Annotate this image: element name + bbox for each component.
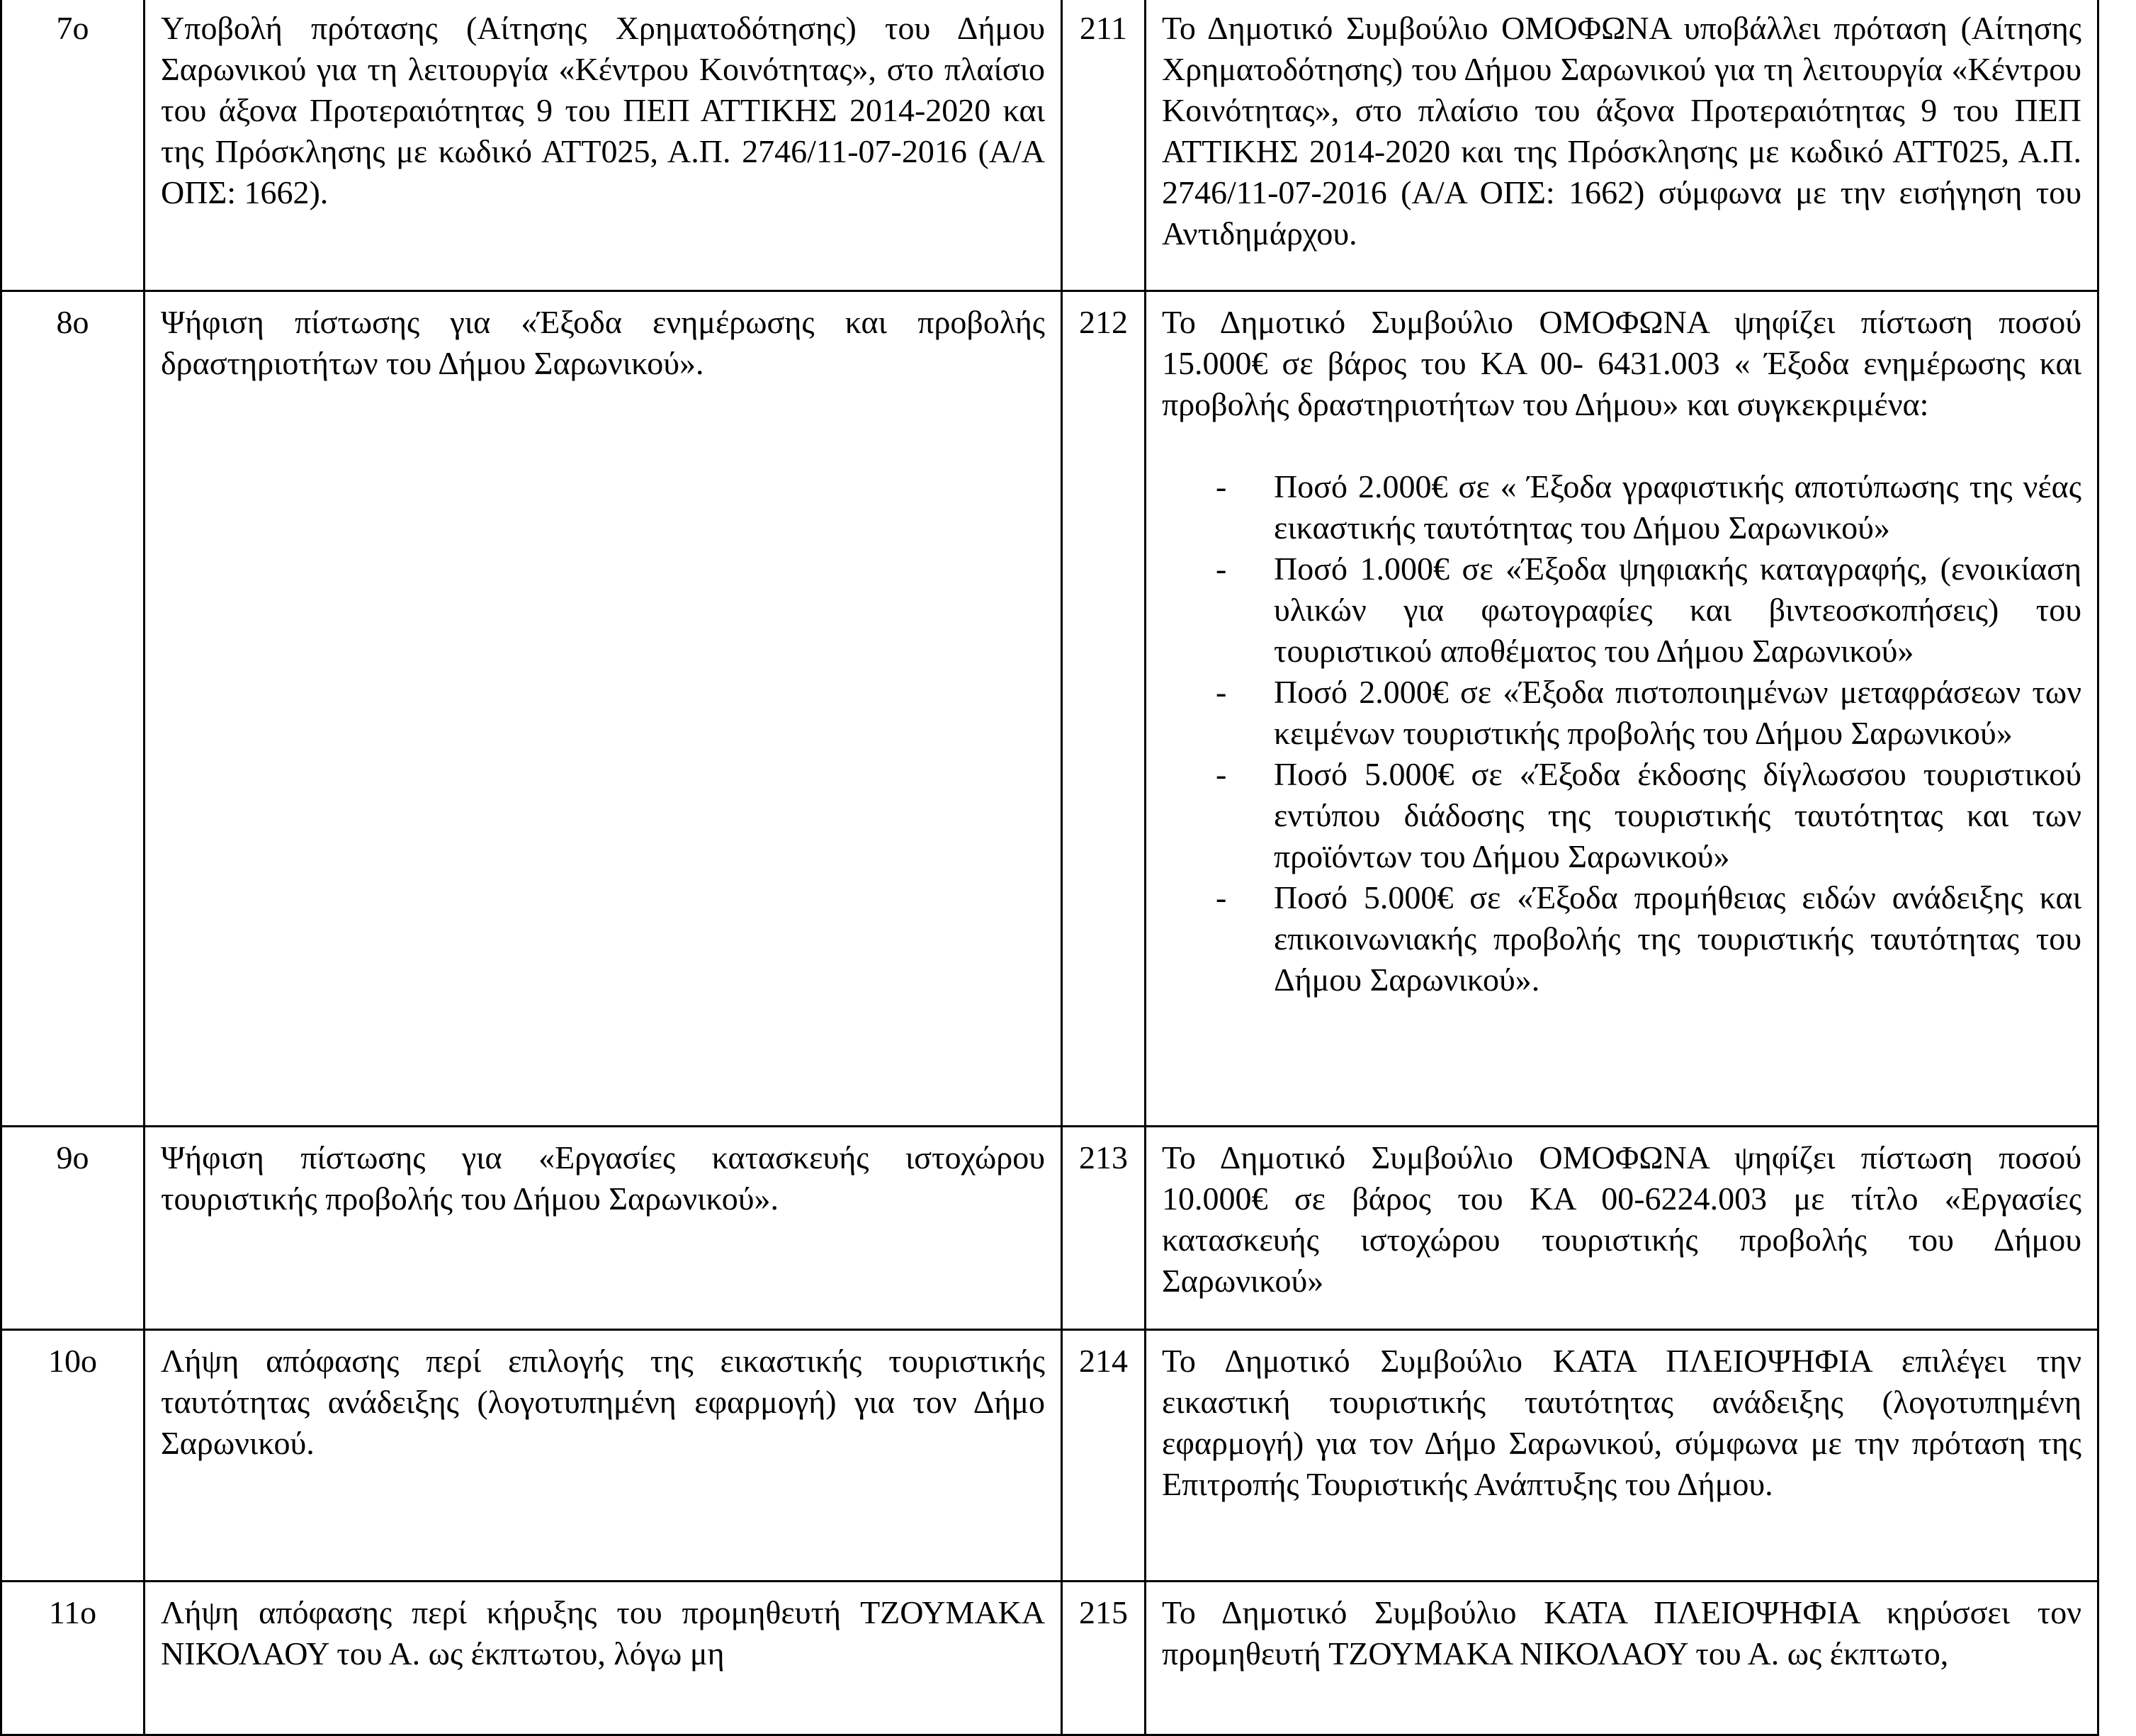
list-item-text: Ποσό 2.000€ σε « Έξοδα γραφιστικής αποτύπωσης της νέας εικαστικής ταυτότητας του Δήμου Σαρωνικού» <box>1274 468 2081 546</box>
agenda-item-number: 8ο <box>1 291 145 1127</box>
bullet-marker: - <box>1216 879 1227 915</box>
list-item <box>1162 754 2081 877</box>
list-item-text: Ποσό 5.000€ σε «Έξοδα έκδοσης δίγλωσσου τουριστικού εντύπου διάδοσης της τουριστικής ταυτότητας και των προϊόντων του Δήμου Σαρωνικού» <box>1274 756 2081 874</box>
agenda-item-number: 10ο <box>1 1330 145 1582</box>
decision-text: Το Δημοτικό Συμβούλιο ΟΜΟΦΩΝΑ ψηφίζει πίστωση ποσού 15.000€ σε βάρος του ΚΑ 00- 6431.003 « Έξοδα ενημέρωσης και προβολής δραστηριοτήτων του Δήμου» και συγκεκριμένα: <box>1162 304 2081 422</box>
bullet-marker: - <box>1216 674 1227 710</box>
decision-text: Το Δημοτικό Συμβούλιο ΚΑΤΑ ΠΛΕΙΟΨΗΦΙΑ κηρύσσει τον προμηθευτή ΤΖΟΥΜΑΚΑ ΝΙΚΟΛΑΟΥ του Α. ως έκπτωτο, <box>1146 1582 2098 1735</box>
decision-text-cell <box>1146 291 2098 1127</box>
table-row <box>1 1330 2098 1582</box>
table-row <box>1 1582 2098 1735</box>
table-row <box>1 0 2098 291</box>
bullet-marker: - <box>1216 468 1227 505</box>
agenda-item-number: 11ο <box>1 1582 145 1735</box>
list-item-text: Ποσό 1.000€ σε «Έξοδα ψηφιακής καταγραφής, (ενοικίαση υλικών για φωτογραφίες και βιντεοσκοπήσεις) του τουριστικού αποθέματος του Δήμου Σαρωνικού» <box>1274 551 2081 669</box>
decision-number: 213 <box>1062 1127 1146 1330</box>
decision-number: 214 <box>1062 1330 1146 1582</box>
list-item <box>1162 548 2081 672</box>
agenda-item-number: 9ο <box>1 1127 145 1330</box>
table-row <box>1 1127 2098 1330</box>
bullet-marker: - <box>1216 756 1227 792</box>
list-item-text: Ποσό 5.000€ σε «Έξοδα προμήθειας ειδών ανάδειξης και επικοινωνιακής προβολής της τουριστικής ταυτότητας του Δήμου Σαρωνικού». <box>1274 879 2081 998</box>
decision-text: Το Δημοτικό Συμβούλιο ΟΜΟΦΩΝΑ ψηφίζει πίστωση ποσού 10.000€ σε βάρος του ΚΑ 00-6224.003 με τίτλο «Εργασίες κατασκευής ιστοχώρου τουριστικής προβολής του Δήμου Σαρωνικού» <box>1146 1127 2098 1330</box>
list-item <box>1162 466 2081 548</box>
allocation-list <box>1162 466 2081 1001</box>
list-item <box>1162 672 2081 754</box>
agenda-item-subject: Ψήφιση πίστωσης για «Έξοδα ενημέρωσης και προβολής δραστηριοτήτων του Δήμου Σαρωνικού». <box>145 291 1062 1127</box>
decision-number: 215 <box>1062 1582 1146 1735</box>
decision-text: Το Δημοτικό Συμβούλιο ΚΑΤΑ ΠΛΕΙΟΨΗΦΙΑ επιλέγει την εικαστική τουριστικής ταυτότητας ανάδειξης (λογοτυπημένη εφαρμογή) για τον Δήμο Σαρωνικού, σύμφωνα με την πρόταση της Επιτροπής Τουριστικής Ανάπτυξης του Δήμου. <box>1146 1330 2098 1582</box>
agenda-item-number: 7ο <box>1 0 145 291</box>
list-item <box>1162 877 2081 1001</box>
list-item-text: Ποσό 2.000€ σε «Έξοδα πιστοποιημένων μεταφράσεων των κειμένων τουριστικής προβολής του Δήμου Σαρωνικού» <box>1274 674 2081 751</box>
agenda-item-subject: Λήψη απόφασης περί επιλογής της εικαστικής τουριστικής ταυτότητας ανάδειξης (λογοτυπημένη εφαρμογή) για τον Δήμο Σαρωνικού. <box>145 1330 1062 1582</box>
decision-text: Το Δημοτικό Συμβούλιο ΟΜΟΦΩΝΑ υποβάλλει πρόταση (Αίτησης Χρηματοδότησης) του Δήμου Σαρωνικού για τη λειτουργία «Κέντρου Κοινότητας», στο πλαίσιο του άξονα Προτεραιότητας 9 του ΠΕΠ ΑΤΤΙΚΗΣ 2014-2020 και της Πρόσκλησης με κωδικό ΑΤΤ025, Α.Π. 2746/11-07-2016 (Α/Α ΟΠΣ: 1662) σύμφωνα με την εισήγηση του Αντιδημάρχου. <box>1146 0 2098 291</box>
agenda-item-subject: Υποβολή πρότασης (Αίτησης Χρηματοδότησης) του Δήμου Σαρωνικού για τη λειτουργία «Κέντρου Κοινότητας», στο πλαίσιο του άξονα Προτεραιότητας 9 του ΠΕΠ ΑΤΤΙΚΗΣ 2014-2020 και της Πρόσκλησης με κωδικό ΑΤΤ025, Α.Π. 2746/11-07-2016 (Α/Α ΟΠΣ: 1662). <box>145 0 1062 291</box>
bullet-marker: - <box>1216 551 1227 587</box>
agenda-item-subject: Λήψη απόφασης περί κήρυξης του προμηθευτή ΤΖΟΥΜΑΚΑ ΝΙΚΟΛΑΟΥ του Α. ως έκπτωτου, λόγω μη <box>145 1582 1062 1735</box>
agenda-item-subject: Ψήφιση πίστωσης για «Εργασίες κατασκευής ιστοχώρου τουριστικής προβολής του Δήμου Σαρωνικού». <box>145 1127 1062 1330</box>
decision-number: 211 <box>1062 0 1146 291</box>
table-row <box>1 291 2098 1127</box>
decision-number: 212 <box>1062 291 1146 1127</box>
